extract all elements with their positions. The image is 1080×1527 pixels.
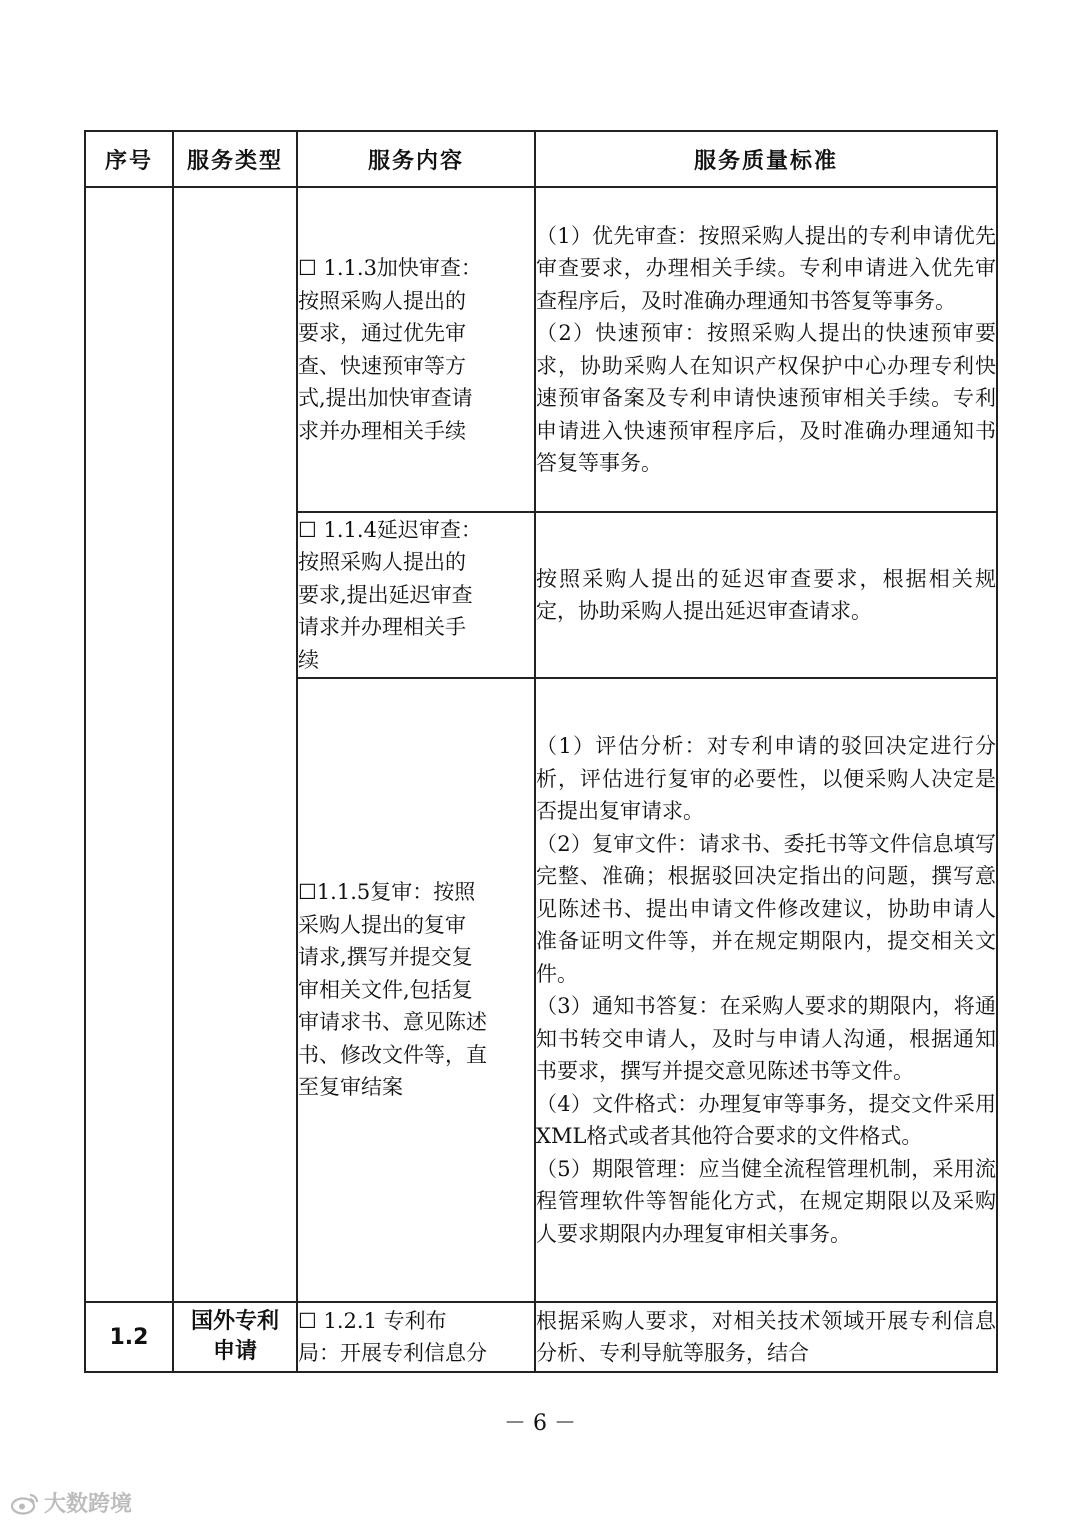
page-number: － 6 － (504, 1411, 576, 1436)
service-content-cell: ☐ 1.1.3加快审查： 按照采购人提出的 要求，通过优先审 查、快速预审等方 式,提出加快审查请 求并办理相关手续 (297, 187, 535, 512)
standard-item: （2）快速预审：按照采购人提出的快速预审要求，协助采购人在知识产权保护中心办理专利快速预审备案及专利申请快速预审相关手续。专利申请进入快速预审程序后，及时准确办理通知书答复等事务。 (536, 321, 996, 475)
standard-item: （3）通知书答复：在采购人要求的期限内，将通知书转交申请人，及时与申请人沟通，根据通知书要求，撰写并提交意见陈述书等文件。 (536, 994, 996, 1083)
quality-standard-cell (535, 1302, 997, 1372)
standard-item: （5）期限管理：应当健全流程管理机制，采用流程管理软件等智能化方式，在规定期限以及采购人要求期限内办理复审相关事务。 (536, 1156, 996, 1246)
standard-item: 根据采购人要求，对相关技术领域开展专利信息分析、专利导航等服务，结合 (536, 1308, 996, 1365)
service-type-line: 申请 (212, 1339, 257, 1364)
number-cell-empty (85, 187, 173, 1302)
type-cell-empty (173, 187, 297, 1302)
service-content-cell: ☐ 1.1.4延迟审查： 按照采购人提出的 要求,提出延迟审查 请求并办理相关手 续 (297, 512, 535, 678)
header-number: 序号 (85, 131, 173, 187)
quality-standard-cell (535, 512, 997, 678)
header-service-content: 服务内容 (297, 131, 535, 187)
service-table (84, 130, 998, 1373)
standard-item: （2）复审文件：请求书、委托书等文件信息填写完整、准确；根据驳回决定指出的问题，撰写意见陈述书、提出申请文件修改建议，协助申请人准备证明文件等，并在规定期限内，提交相关文件。 (536, 831, 996, 986)
standard-item: （4）文件格式：办理复审等事务，提交文件采用XML格式或者其他符合要求的文件格式。 (536, 1091, 996, 1148)
table-header-row (85, 131, 997, 187)
standard-item: （1）优先审查：按照采购人提出的专利申请优先审查要求，办理相关手续。专利申请进入优先审查程序后，及时准确办理通知书答复等事务。 (536, 223, 996, 313)
table-row (85, 187, 997, 512)
row-number: 1.2 (85, 1302, 173, 1372)
service-content-cell: ☐ 1.2.1 专利布 局：开展专利信息分 (297, 1302, 535, 1372)
watermark (10, 1487, 132, 1518)
service-type-cell (173, 1302, 297, 1372)
table-row (85, 1302, 997, 1372)
standard-item: （1）评估分析：对专利申请的驳回决定进行分析，评估进行复审的必要性，以便采购人决定是否提出复审请求。 (536, 734, 996, 823)
quality-standard-cell (535, 678, 997, 1302)
weibo-logo-icon (10, 1491, 40, 1515)
quality-standard-cell (535, 187, 997, 512)
service-content-cell: ☐1.1.5复审：按照 采购人提出的复审 请求,撰写并提交复 审相关文件,包括复 审请求书、意见陈述 书、修改文件等，直 至复审结案 (297, 678, 535, 1302)
standard-item: 按照采购人提出的延迟审查要求，根据相关规定，协助采购人提出延迟审查请求。 (536, 566, 996, 623)
header-service-type: 服务类型 (173, 131, 297, 187)
header-quality-standard: 服务质量标准 (535, 131, 997, 187)
service-type-line: 国外专利 (190, 1309, 279, 1334)
watermark-text: 大数跨境 (44, 1492, 133, 1517)
